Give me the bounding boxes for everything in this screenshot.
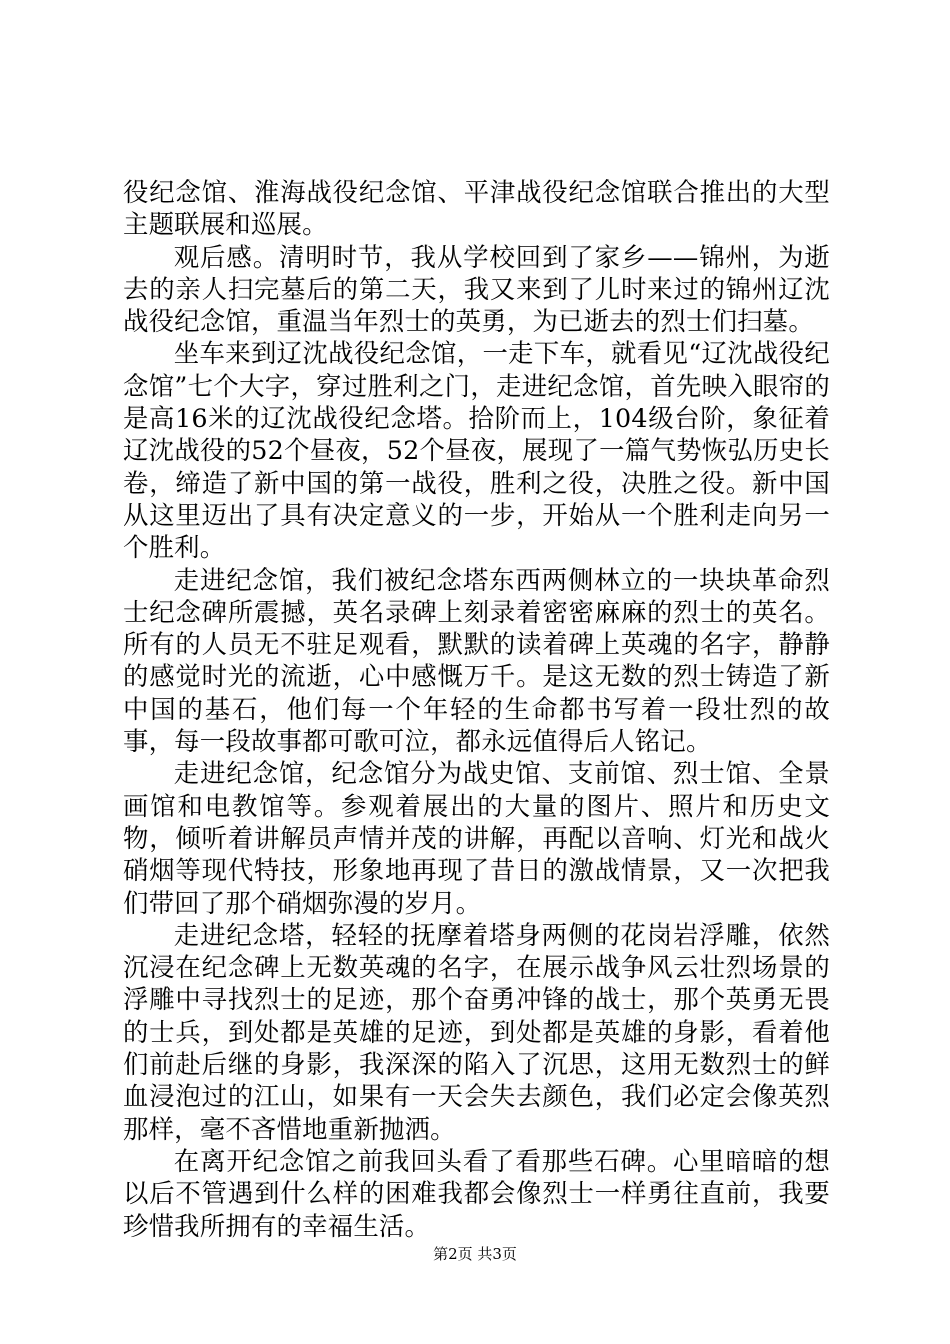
page-number-footer: 第2页 共3页 bbox=[433, 1245, 517, 1263]
paragraph-continuation: 役纪念馆、淮海战役纪念馆、平津战役纪念馆联合推出的大型主题联展和巡展。 bbox=[123, 177, 830, 240]
paragraph-intro: 观后感。清明时节，我从学校回到了家乡——锦州，为逝去的亲人扫完墓后的第二天，我又来到了儿时来过的锦州辽沈战役纪念馆，重温当年烈士的英勇，为已逝去的烈士们扫墓。 bbox=[123, 241, 830, 337]
paragraph-arrival: 坐车来到辽沈战役纪念馆，一走下车，就看见“辽沈战役纪念馆”七个大字，穿过胜利之门，走进纪念馆，首先映入眼帘的是高16米的辽沈战役纪念塔。拾阶而上，104级台阶，象征着辽沈战役的52个昼夜，52个昼夜，展现了一篇气势恢弘历史长卷，缔造了新中国的第一战役，胜利之役，决胜之役。新中国从这里迈出了具有决定意义的一步，开始从一个胜利走向另一个胜利。 bbox=[123, 338, 830, 563]
document-body bbox=[123, 176, 830, 1242]
paragraph-monuments: 走进纪念馆，我们被纪念塔东西两侧林立的一块块革命烈士纪念碑所震撼，英名录碑上刻录着密密麻麻的烈士的英名。所有的人员无不驻足观看，默默的读着碑上英魂的名字，静静的感觉时光的流逝，心中感慨万千。是这无数的烈士铸造了新中国的基石，他们每一个年轻的生命都书写着一段壮烈的故事，每一段故事都可歌可泣，都永远值得后人铭记。 bbox=[123, 564, 830, 757]
paragraph-tower: 走进纪念塔，轻轻的抚摩着塔身两侧的花岗岩浮雕，依然沉浸在纪念碑上无数英魂的名字，在展示战争风云壮烈场景的浮雕中寻找烈士的足迹，那个奋勇冲锋的战士，那个英勇无畏的士兵，到处都是英雄的足迹，到处都是英雄的身影，看着他们前赴后继的身影，我深深的陷入了沉思，这用无数烈士的鲜血浸泡过的江山，如果有一天会失去颜色，我们必定会像英烈那样，毫不吝惜地重新抛洒。 bbox=[123, 919, 830, 1144]
paragraph-halls: 走进纪念馆，纪念馆分为战史馆、支前馆、烈士馆、全景画馆和电教馆等。参观着展出的大量的图片、照片和历史文物，倾听着讲解员声情并茂的讲解，再配以音响、灯光和战火硝烟等现代特技，形象地再现了昔日的激战情景，又一次把我们带回了那个硝烟弥漫的岁月。 bbox=[123, 758, 830, 918]
paragraph-conclusion: 在离开纪念馆之前我回头看了看那些石碑。心里暗暗的想以后不管遇到什么样的困难我都会像烈士一样勇往直前，我要珍惜我所拥有的幸福生活。 bbox=[123, 1145, 830, 1241]
